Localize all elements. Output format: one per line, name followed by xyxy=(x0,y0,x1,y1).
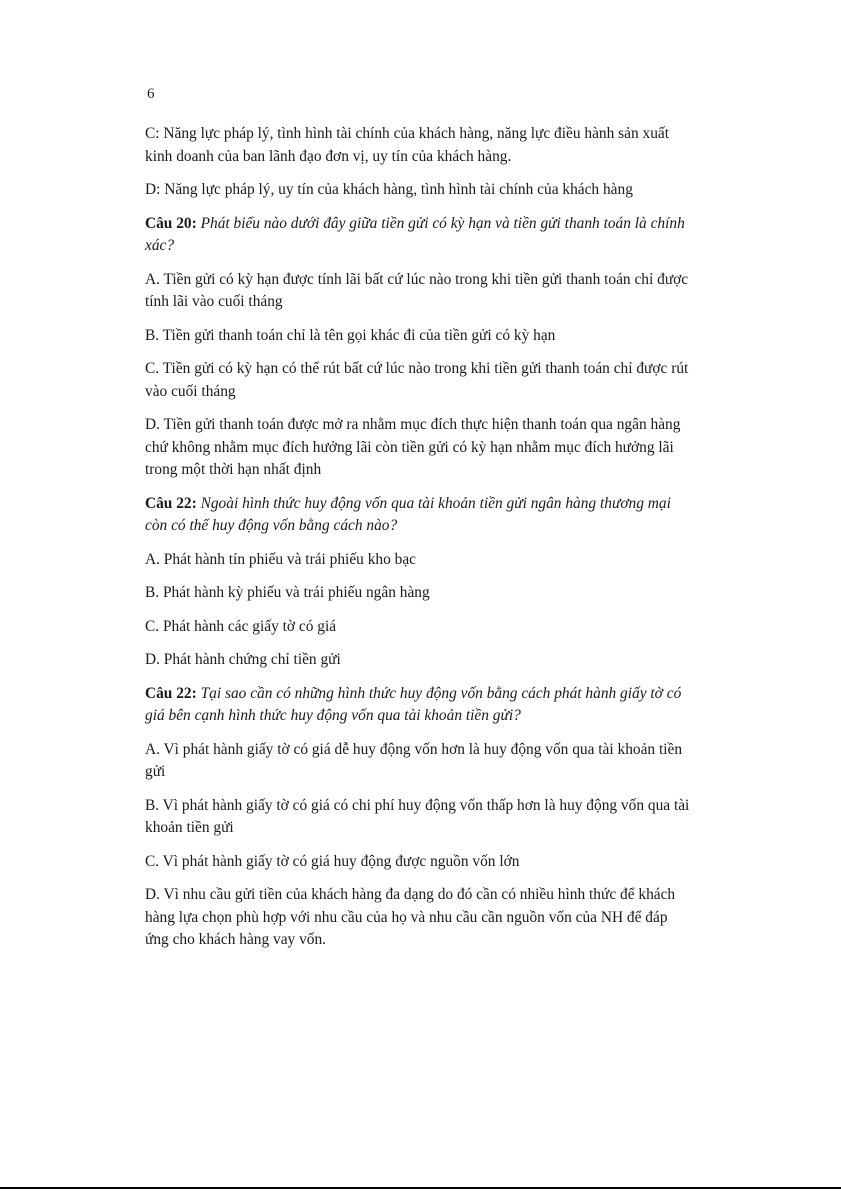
answer-option xyxy=(145,582,693,605)
question-text: Phát biểu nào dưới đây giữa tiền gửi có kỳ hạn và tiền gửi thanh toán là chính xác? xyxy=(145,214,685,254)
option-text: D. Vì nhu cầu gửi tiền của khách hàng đa dạng do đó cần có nhiều hình thức để khách hàng lựa chọn phù hợp với nhu cầu của họ và nhu cầu cần nguồn vốn của NH để đáp ứng cho khách hàng vay vốn. xyxy=(145,886,676,948)
option-text: C. Phát hành các giấy tờ có giá xyxy=(145,617,337,635)
option-text: B. Tiền gửi thanh toán chỉ là tên gọi khác đi của tiền gửi có kỳ hạn xyxy=(145,326,556,344)
question-label: Câu 22: xyxy=(145,494,197,512)
option-text: C. Vì phát hành giấy tờ có giá huy động được nguồn vốn lớn xyxy=(145,852,520,870)
option-text: A. Tiền gửi có kỳ hạn được tính lãi bất cứ lúc nào trong khi tiền gửi thanh toán chỉ được tính lãi vào cuối tháng xyxy=(145,270,689,310)
answer-option xyxy=(145,795,693,840)
answer-option xyxy=(145,414,693,482)
answer-option xyxy=(145,549,693,572)
answer-option xyxy=(145,269,693,314)
question xyxy=(145,683,693,728)
answer-option xyxy=(145,884,693,952)
answer-option xyxy=(145,358,693,403)
option-text: D. Tiền gửi thanh toán được mở ra nhằm mục đích thực hiện thanh toán qua ngân hàng chứ không nhằm mục đích hưởng lãi còn tiền gửi có kỳ hạn nhằm mục đích hưởng lãi trong một thời hạn nhất định xyxy=(145,416,681,478)
option-text: D. Phát hành chứng chỉ tiền gửi xyxy=(145,651,341,668)
question xyxy=(145,213,693,258)
option-text: A. Vì phát hành giấy tờ có giá dễ huy động vốn hơn là huy động vốn qua tài khoản tiền gửi xyxy=(145,740,683,780)
option-text: B. Vì phát hành giấy tờ có giá có chi phí huy động vốn thấp hơn là huy động vốn qua tài khoản tiền gửi xyxy=(145,796,690,836)
page-content xyxy=(145,123,693,963)
question-label: Câu 20: xyxy=(145,214,197,232)
answer-option xyxy=(145,649,693,672)
answer-option xyxy=(145,325,693,348)
question-label: Câu 22: xyxy=(145,684,197,702)
option-text: B. Phát hành kỳ phiếu và trái phiếu ngân hàng xyxy=(145,584,430,601)
option-text: A. Phát hành tín phiếu và trái phiếu kho bạc xyxy=(145,550,416,568)
bottom-divider xyxy=(0,1187,841,1189)
option-text: C: Năng lực pháp lý, tình hình tài chính của khách hàng, năng lực điều hành sản xuất kinh doanh của ban lãnh đạo đơn vị, uy tín của khách hàng. xyxy=(145,125,670,165)
question-text: Tại sao cần có những hình thức huy động vốn bằng cách phát hành giấy tờ có giá bên cạnh hình thức huy động vốn qua tài khoản tiền gửi? xyxy=(145,684,682,724)
option-text: D: Năng lực pháp lý, uy tín của khách hàng, tình hình tài chính của khách hàng xyxy=(145,181,633,198)
answer-option xyxy=(145,616,693,639)
answer-option xyxy=(145,179,693,202)
page-number: 6 xyxy=(147,86,155,102)
answer-option xyxy=(145,851,693,874)
question xyxy=(145,493,693,538)
answer-option xyxy=(145,739,693,784)
answer-option xyxy=(145,123,693,168)
question-text: Ngoài hình thức huy động vốn qua tài khoản tiền gửi ngân hàng thương mại còn có thể huy động vốn bằng cách nào? xyxy=(145,494,671,534)
option-text: C. Tiền gửi có kỳ hạn có thể rút bất cứ lúc nào trong khi tiền gửi thanh toán chỉ được rút vào cuối tháng xyxy=(145,360,689,400)
